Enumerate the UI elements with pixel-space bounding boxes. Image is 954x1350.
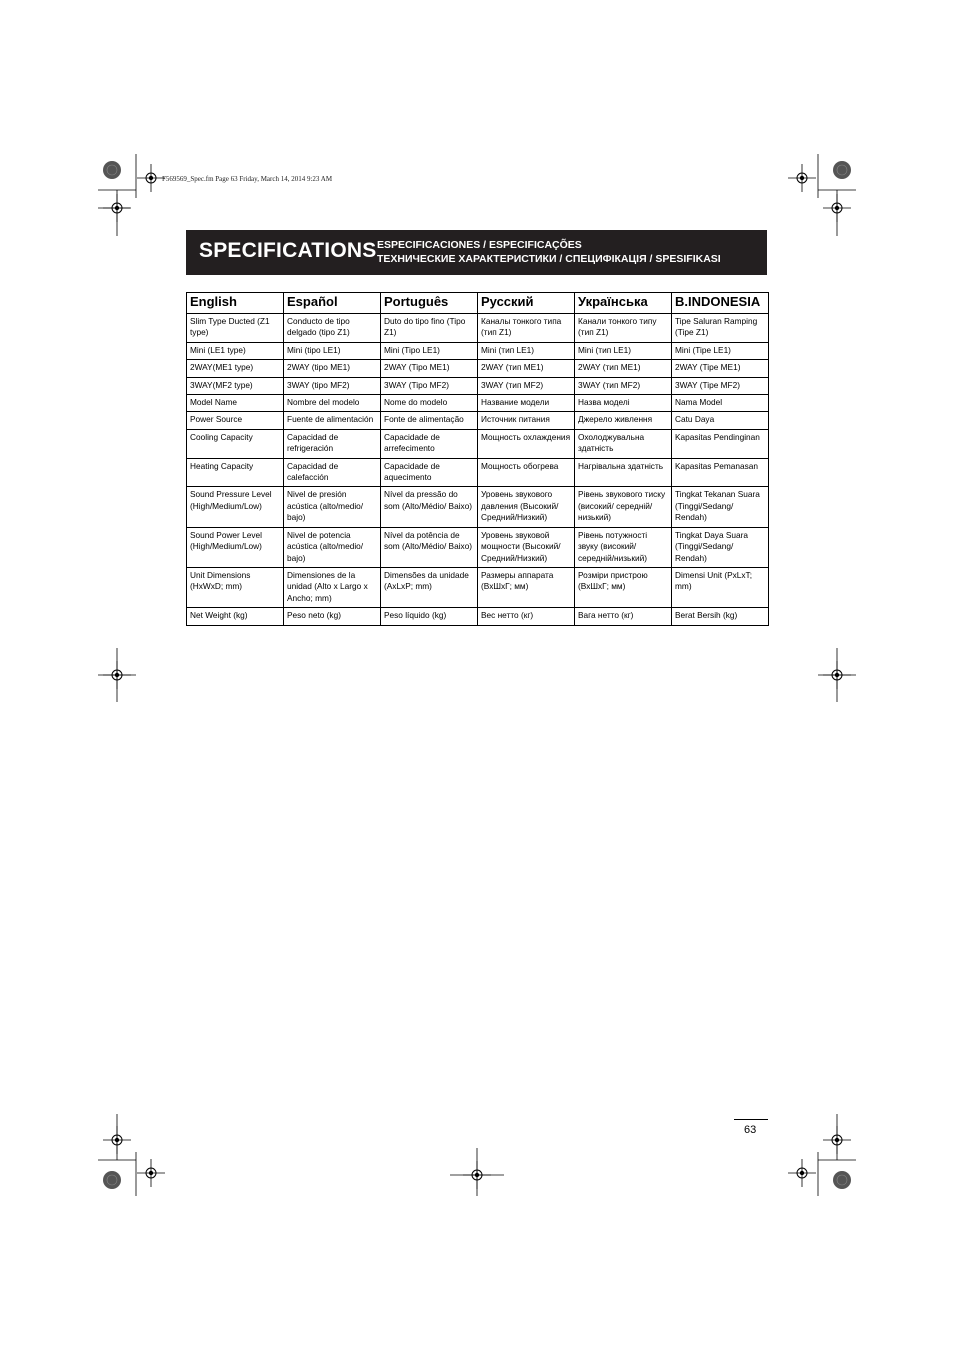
table-cell: Каналы тонкого типа (тип Z1): [478, 314, 575, 343]
table-cell: 3WAY (тип MF2): [478, 377, 575, 394]
middle-left-mark: [98, 648, 136, 702]
bottom-right-mark: [788, 1114, 856, 1196]
table-cell: 2WAY(ME1 type): [187, 360, 284, 377]
table-cell: Источник питания: [478, 412, 575, 429]
table-cell: Tipe Saluran Ramping (Tipe Z1): [672, 314, 769, 343]
table-cell: Cooling Capacity: [187, 429, 284, 458]
header-russian: Русский: [478, 293, 575, 314]
table-cell: Model Name: [187, 395, 284, 412]
header-ukrainian: Українська: [575, 293, 672, 314]
page-number: 63: [744, 1124, 757, 1136]
table-cell: Назва моделі: [575, 395, 672, 412]
table-cell: Nome do modelo: [381, 395, 478, 412]
registration-cross-icon: [788, 1159, 816, 1187]
table-cell: Уровень звукового давления (Высокий/ Средний/Низкий): [478, 487, 575, 527]
table-cell: Мощность охлаждения: [478, 429, 575, 458]
table-cell: Mini (тип LE1): [478, 342, 575, 359]
table-cell: Рівень потужності звуку (високий/ середній/низький): [575, 527, 672, 567]
table-cell: 2WAY (тип ME1): [478, 360, 575, 377]
table-cell: 3WAY (Tipo MF2): [381, 377, 478, 394]
table-cell: Вага нетто (кг): [575, 608, 672, 625]
table-cell: Nível da potência de som (Alto/Médio/ Baixo): [381, 527, 478, 567]
registration-disc-icon: [833, 161, 851, 179]
bottom-center-mark: [450, 1148, 504, 1196]
table-cell: 3WAY (тип MF2): [575, 377, 672, 394]
top-left-mark: [98, 154, 165, 236]
table-cell: Мощность обогрева: [478, 458, 575, 487]
header-espanol: Español: [284, 293, 381, 314]
table-cell: 2WAY (Tipe ME1): [672, 360, 769, 377]
table-cell: Mini (тип LE1): [575, 342, 672, 359]
table-cell: Sound Pressure Level (High/Medium/Low): [187, 487, 284, 527]
table-cell: Dimensi Unit (PxLxT; mm): [672, 567, 769, 607]
table-cell: Fuente de alimentación: [284, 412, 381, 429]
table-cell: Нагрівальна здатність: [575, 458, 672, 487]
table-cell: Nombre del modelo: [284, 395, 381, 412]
table-cell: Nível da pressão do som (Alto/Médio/ Baixo): [381, 487, 478, 527]
table-cell: Канали тонкого типу (тип Z1): [575, 314, 672, 343]
table-cell: Tingkat Tekanan Suara (Tinggi/Sedang/ Rendah): [672, 487, 769, 527]
section-subtitle-line1: ESPECIFICACIONES / ESPECIFICAÇÕES: [377, 239, 582, 251]
table-cell: Capacidade de arrefecimento: [381, 429, 478, 458]
middle-right-mark: [818, 648, 856, 702]
table-cell: Unit Dimensions (HxWxD; mm): [187, 567, 284, 607]
table-cell: Heating Capacity: [187, 458, 284, 487]
table-cell: Tingkat Daya Suara (Tinggi/Sedang/ Rendah): [672, 527, 769, 567]
top-right-mark: [788, 154, 856, 236]
registration-disc-icon: [103, 1171, 121, 1189]
table-cell: Dimensiones de la unidad (Alto x Largo x Ancho; mm): [284, 567, 381, 607]
table-cell: Capacidade de aquecimento: [381, 458, 478, 487]
table-cell: Охолоджувальна здатність: [575, 429, 672, 458]
header-indonesia: B.INDONESIA: [672, 293, 769, 314]
table-cell: Kapasitas Pendinginan: [672, 429, 769, 458]
table-cell: 2WAY (tipo ME1): [284, 360, 381, 377]
table-cell: 2WAY (Tipo ME1): [381, 360, 478, 377]
table-cell: Dimensões da unidade (AxLxP; mm): [381, 567, 478, 607]
table-cell: 3WAY (tipo MF2): [284, 377, 381, 394]
table-cell: Mini (Tipe LE1): [672, 342, 769, 359]
table-cell: Рівень звукового тиску (високий/ середній/низький): [575, 487, 672, 527]
registration-cross-icon: [137, 164, 165, 192]
header-portugues: Português: [381, 293, 478, 314]
table-cell: Net Weight (kg): [187, 608, 284, 625]
table-cell: Nivel de potencia acústica (alto/medio/ bajo): [284, 527, 381, 567]
file-info-line: F569569_Spec.fm Page 63 Friday, March 14, 2014 9:23 AM: [162, 175, 333, 183]
table-cell: 3WAY (Tipe MF2): [672, 377, 769, 394]
registration-disc-icon: [103, 161, 121, 179]
table-cell: Размеры аппарата (ВхШхГ; мм): [478, 567, 575, 607]
table-cell: Power Source: [187, 412, 284, 429]
table-cell: Capacidad de refrigeración: [284, 429, 381, 458]
table-cell: Kapasitas Pemanasan: [672, 458, 769, 487]
section-subtitle-line2: ТЕХНИЧЕСКИЕ ХАРАКТЕРИСТИКИ / СПЕЦИФІКАЦІЯ / SPESIFIKASI: [377, 253, 721, 265]
table-cell: Capacidad de calefacción: [284, 458, 381, 487]
table-cell: Mini (Tipo LE1): [381, 342, 478, 359]
table-cell: Peso líquido (kg): [381, 608, 478, 625]
table-cell: Вес нетто (кг): [478, 608, 575, 625]
table-cell: Peso neto (kg): [284, 608, 381, 625]
registration-cross-icon: [137, 1159, 165, 1187]
section-title: SPECIFICATIONS: [199, 239, 377, 262]
table-cell: Mini (tipo LE1): [284, 342, 381, 359]
table-cell: Fonte de alimentação: [381, 412, 478, 429]
registration-cross-icon: [788, 164, 816, 192]
header-english: English: [187, 293, 284, 314]
table-cell: Nama Model: [672, 395, 769, 412]
table-cell: Mini (LE1 type): [187, 342, 284, 359]
table-cell: Nivel de presión acústica (alto/medio/ bajo): [284, 487, 381, 527]
table-cell: Catu Daya: [672, 412, 769, 429]
table-cell: Розміри пристрою (ВхШхГ; мм): [575, 567, 672, 607]
table-cell: Sound Power Level (High/Medium/Low): [187, 527, 284, 567]
table-cell: Уровень звуковой мощности (Высокий/ Средний/Низкий): [478, 527, 575, 567]
table-cell: Conducto de tipo delgado (tipo Z1): [284, 314, 381, 343]
table-cell: Название модели: [478, 395, 575, 412]
table-cell: Duto do tipo fino (Tipo Z1): [381, 314, 478, 343]
table-cell: Джерело живлення: [575, 412, 672, 429]
table-cell: 3WAY(MF2 type): [187, 377, 284, 394]
table-cell: Berat Bersih (kg): [672, 608, 769, 625]
registration-disc-icon: [833, 1171, 851, 1189]
table-cell: Slim Type Ducted (Z1 type): [187, 314, 284, 343]
bottom-left-mark: [98, 1114, 165, 1196]
table-cell: 2WAY (тип ME1): [575, 360, 672, 377]
